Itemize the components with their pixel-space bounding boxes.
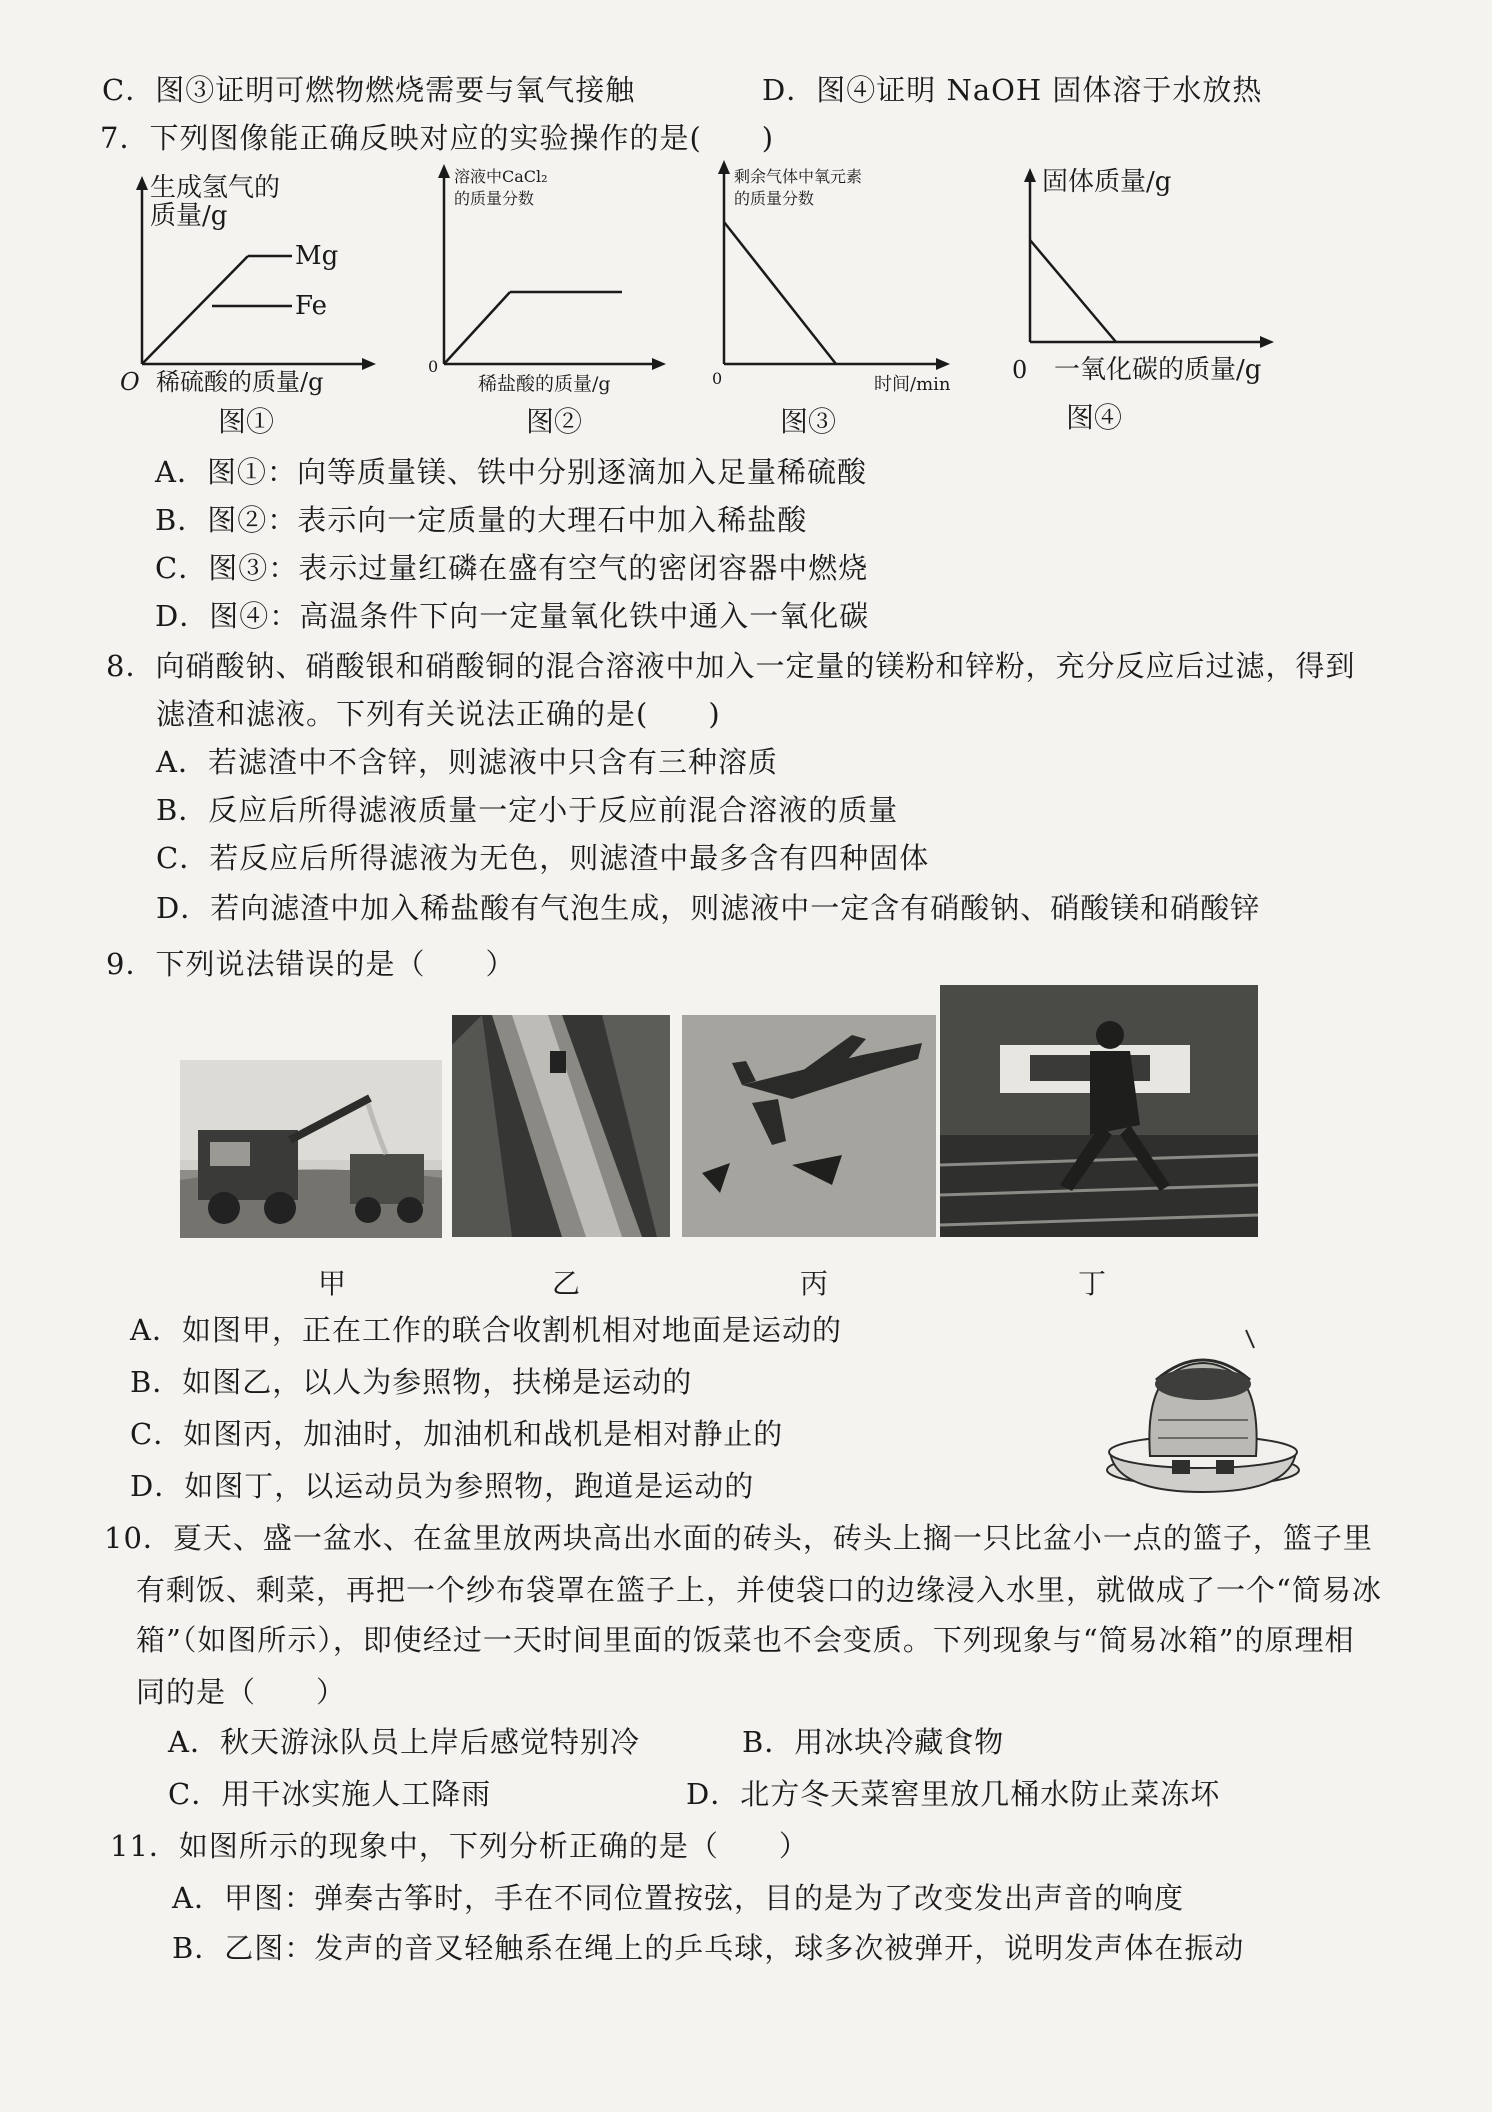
q9-caption-jia: 甲	[318, 1267, 347, 1300]
q7-chart-2-caption: 图②	[526, 405, 583, 438]
q9-option-b: B．如图乙，以人为参照物，扶梯是运动的	[130, 1365, 693, 1399]
chart1-mg-rise	[142, 256, 248, 364]
q10-option-c: C．用干冰实施人工降雨	[168, 1777, 492, 1811]
chart2-rise	[444, 292, 510, 364]
q9-option-a: A．如图甲，正在工作的联合收割机相对地面是运动的	[130, 1313, 842, 1347]
q7-option-d: D．图④：高温条件下向一定量氧化铁中通入一氧化碳	[155, 599, 870, 633]
chart2-ylabel-2: 的质量分数	[454, 189, 535, 208]
q9-option-d: D．如图丁，以运动员为参照物，跑道是运动的	[130, 1469, 755, 1503]
chart3-x-arrow	[936, 358, 950, 370]
q7-chart-3-caption: 图③	[780, 405, 837, 438]
q10-stem-line-4: 同的是（ ）	[136, 1675, 347, 1709]
chart4-decline	[1030, 240, 1116, 342]
q9-caption-yi: 乙	[552, 1267, 581, 1300]
q10-option-a: A．秋天游泳队员上岸后感觉特别冷	[168, 1725, 640, 1759]
q7-chart-4	[1004, 164, 1294, 398]
refueling-photo	[682, 1015, 936, 1237]
q10-stem-line-2: 有剩饭、剩菜，再把一个纱布袋罩在篮子上，并使袋口的边缘浸入水里，就做成了一个“简易冰	[136, 1573, 1382, 1607]
chart1-ylabel-1: 生成氢气的	[150, 173, 281, 203]
chart1-xlabel: 稀硫酸的质量/g	[156, 368, 324, 396]
chart2-ylabel-1: 溶液中CaCl₂	[454, 167, 548, 186]
runner-photo	[940, 985, 1258, 1237]
chart4-xlabel: 一氧化碳的质量/g	[1054, 355, 1262, 385]
chart2-y-arrow	[438, 164, 450, 178]
escalator-photo	[452, 1015, 670, 1237]
q11-option-b: B．乙图：发声的音叉轻触系在绳上的乒乓球，球多次被弹开，说明发声体在振动	[172, 1931, 1245, 1965]
chart4-origin: 0	[1012, 356, 1028, 384]
harvester-photo	[180, 1060, 442, 1238]
chart1-ylabel-2: 质量/g	[150, 201, 228, 231]
chart1-series-fe: Fe	[295, 291, 328, 321]
q7-chart-4-caption: 图④	[1066, 401, 1123, 434]
q7-stem: 7．下列图像能正确反映对应的实验操作的是( )	[100, 121, 775, 155]
q9-stem: 9．下列说法错误的是（ ）	[106, 947, 516, 981]
chart4-ylabel: 固体质量/g	[1042, 167, 1172, 197]
chart1-series-mg: Mg	[295, 241, 339, 271]
chart1-origin: O	[120, 368, 140, 396]
q10-stem-line-1: 10．夏天、盛一盆水、在盆里放两块高出水面的砖头，砖头上搁一只比盆小一点的篮子，篮子里	[104, 1521, 1373, 1555]
q9-caption-ding: 丁	[1078, 1267, 1107, 1300]
q7-chart-2	[418, 160, 678, 398]
chart3-ylabel-1: 剩余气体中氧元素	[734, 167, 863, 186]
q8-stem-line-2: 滤渣和滤液。下列有关说法正确的是( )	[156, 697, 721, 731]
q8-option-b: B．反应后所得滤液质量一定小于反应前混合溶液的质量	[156, 793, 899, 827]
chart3-xlabel: 时间/min	[874, 374, 951, 395]
chart3-origin: 0	[712, 369, 723, 388]
icebox-illustration	[1098, 1320, 1308, 1500]
q10-option-b: B．用冰块冷藏食物	[742, 1725, 1005, 1759]
q8-option-c: C．若反应后所得滤液为无色，则滤渣中最多含有四种固体	[156, 841, 930, 875]
q9-option-c: C．如图丙，加油时，加油机和战机是相对静止的	[130, 1417, 784, 1451]
q11-option-a: A．甲图：弹奏古筝时，手在不同位置按弦，目的是为了改变发出声音的响度	[172, 1881, 1184, 1915]
chart3-ylabel-2: 的质量分数	[734, 189, 815, 208]
q7-option-a: A．图①：向等质量镁、铁中分别逐滴加入足量稀硫酸	[155, 455, 867, 489]
q6-option-c: C．图③证明可燃物燃烧需要与氧气接触	[102, 73, 636, 107]
q7-option-b: B．图②：表示向一定质量的大理石中加入稀盐酸	[155, 503, 808, 537]
q8-stem-line-1: 8．向硝酸钠、硝酸银和硝酸铜的混合溶液中加入一定量的镁粉和锌粉，充分反应后过滤，得到	[106, 649, 1356, 683]
q11-stem: 11．如图所示的现象中，下列分析正确的是（ ）	[110, 1829, 809, 1863]
chart2-xlabel: 稀盐酸的质量/g	[478, 373, 611, 395]
q8-option-d: D．若向滤渣中加入稀盐酸有气泡生成，则滤液中一定含有硝酸钠、硝酸镁和硝酸锌	[156, 891, 1261, 925]
chart1-x-arrow	[362, 358, 376, 370]
q7-chart-1	[100, 168, 390, 398]
chart4-x-arrow	[1260, 336, 1274, 348]
q7-option-c: C．图③：表示过量红磷在盛有空气的密闭容器中燃烧	[155, 551, 869, 585]
q7-chart-1-caption: 图①	[218, 405, 275, 438]
chart2-origin: 0	[428, 357, 439, 376]
q8-option-a: A．若滤渣中不含锌，则滤液中只含有三种溶质	[156, 745, 778, 779]
q10-stem-line-3: 箱”（如图所示），即使经过一天时间里面的饭菜也不会变质。下列现象与“简易冰箱”的原理相	[136, 1623, 1355, 1657]
q10-option-d: D．北方冬天菜窖里放几桶水防止菜冻坏	[686, 1777, 1221, 1811]
chart2-x-arrow	[652, 358, 666, 370]
q9-caption-bing: 丙	[800, 1267, 829, 1300]
q6-option-d: D．图④证明 NaOH 固体溶于水放热	[762, 73, 1263, 107]
chart1-y-arrow	[136, 176, 148, 190]
chart3-decline	[724, 222, 836, 364]
q7-chart-3	[706, 160, 972, 398]
chart3-y-arrow	[718, 160, 730, 174]
chart4-y-arrow	[1024, 168, 1036, 182]
